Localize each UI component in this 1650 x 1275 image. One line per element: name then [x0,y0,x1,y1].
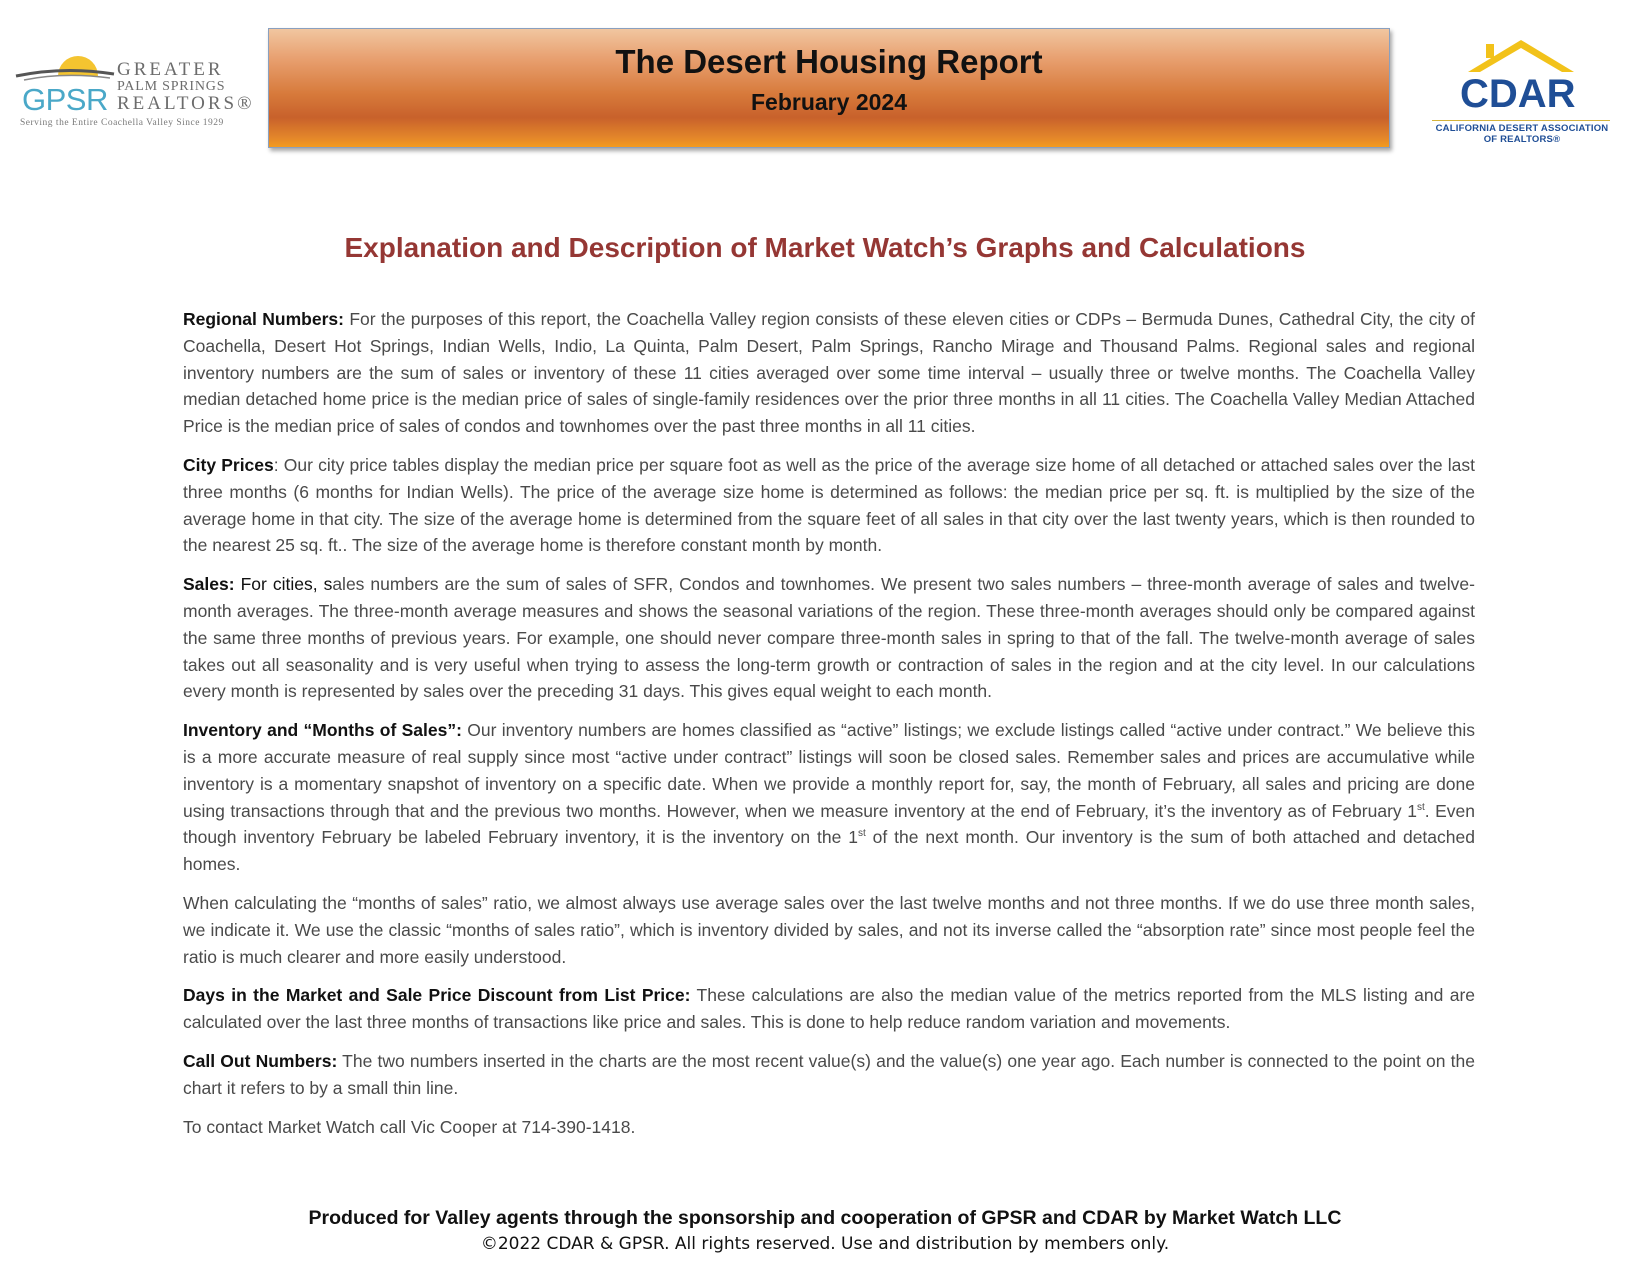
footer-copyright: ©2022 CDAR & GPSR. All rights reserved. Use and distribution by members only. [480,1234,1170,1254]
explanation-body [183,306,1475,1152]
label-days-in-market: Days in the Market and Sale Price Discount from List Price: [183,985,691,1006]
paragraph-days-in-market: Days in the Market and Sale Price Discount from List Price: These calculations are also the median value of the metrics reported from the MLS listing and are calculated over the last three months of transactions like price and sales. This is done to help reduce random variation and movements. [183,985,1476,1033]
label-sales: Sales: [183,574,241,595]
paragraph-months-ratio: When calculating the “months of sales” ratio, we almost always use average sales over the last twelve months and not three months. If we do use three month sales, we indicate it. We use the classic “months of sales ratio”, which is inventory divided by sales, and not its inverse called the “absorption rate” since most people feel the ratio is much clearer and more easily understood. [183,892,1475,967]
gpsr-name: GREATER PALM SPRINGS REALTORS® [117,59,255,114]
cdar-tagline-2: OF REALTORS® [1483,134,1561,145]
paragraph-call-out-numbers: Call Out Numbers: The two numbers inserted in the charts are the most recent value(s) and the value(s) one year ago. Each number is connected to the point on the chart it refers to by a small thin line. [183,1050,1475,1098]
paragraph-inventory: Inventory and “Months of Sales”: Our inventory numbers are homes classified as “active” listings; we exclude listings called “active under contract.” We believe this is a more accurate measure of real supply since most “active under contract” listings will soon be closed sales. Remember sales and prices are accumulative while inventory is a momentary snapshot of inventory on a specific date. When we provide a monthly report for, say, the month of February, all sales and pricing are done using transactions through that and the previous two months. However, when we measure inventory at the end of February, it’s the inventory as of February 1st. Even though inventory February be labeled February inventory, it is the inventory on the 1st of the next month. Our inventory is the sum of both attached and detached homes. [183,720,1475,875]
gpsr-logo [14,48,255,133]
label-call-out-numbers: Call Out Numbers: [183,1050,338,1071]
gpsr-tagline: Serving the Entire Coachella Valley Since 1929 [20,118,224,128]
report-title: The Desert Housing Report [615,43,1043,80]
cdar-logo [1420,38,1620,148]
gpsr-letters: GPSR [22,82,108,117]
paragraph-contact: To contact Market Watch call Vic Cooper at 714-390-1418. [183,1116,636,1137]
report-date: February 2024 [751,89,907,115]
paragraph-regional-numbers: Regional Numbers: For the purposes of this report, the Coachella Valley region consists of these eleven cities or CDPs – Bermuda Dunes, Cathedral City, the city of Coachella, Desert Hot Springs, Indian Wells, Indio, La Quinta, Palm Desert, Palm Springs, Rancho Mirage and Thousand Palms. Regional sales and regional inventory numbers are the sum of sales or inventory of these 11 cities averaged over some time interval – usually three or twelve months. The Coachella Valley median detached home price is the median price of sales of single-family residences over the prior three months in all 11 cities. The Coachella Valley Median Attached Price is the median price of sales of condos and townhomes over the past three months in all 11 cities. [183,309,1475,437]
page-heading: Explanation and Description of Market Watch’s Graphs and Calculations [344,232,1306,263]
paragraph-sales: Sales: For cities, sales numbers are the sum of sales of SFR, Condos and townhomes. We present two sales numbers – three-month average of sales and twelve-month averages. The three-month average measures and shows the seasonal variations of the region. These three-month averages should only be compared against the same three months of previous years. For example, one should never compare three-month sales in spring to that of the fall. The twelve-month average of sales takes out all seasonality and is very useful when trying to assess the long-term growth or contraction of sales in the region and at the city level. In our calculations every month is represented by sales over the preceding 31 days. This gives equal weight to each month. [183,574,1475,702]
cdar-tagline: CALIFORNIA DESERT ASSOCIATION [1435,123,1609,134]
report-banner [268,28,1390,148]
cdar-wordmark: CDAR [1460,72,1576,116]
label-regional-numbers: Regional Numbers: [183,309,344,329]
paragraph-city-prices: City Prices: Our city price tables display the median price per square foot as well as the price of the average size home of all detached or attached sales over the last three months (6 months for Indian Wells). The price of the average size home is determined as follows: the median price per sq. ft. is multiplied by the size of the average home in that city. The size of the average home is determined from the square feet of all sales in that city over the last twenty years, which is then rounded to the nearest 25 sq. ft.. The size of the average home is therefore constant month by month. [183,454,1476,556]
footer-sponsorship: Produced for Valley agents through the sponsorship and cooperation of GPSR and CDAR by Market Watch LLC [308,1207,1342,1229]
label-inventory: Inventory and “Months of Sales”: [183,720,462,741]
cdar-divider [1432,120,1610,121]
label-city-prices: City Prices [183,454,274,475]
